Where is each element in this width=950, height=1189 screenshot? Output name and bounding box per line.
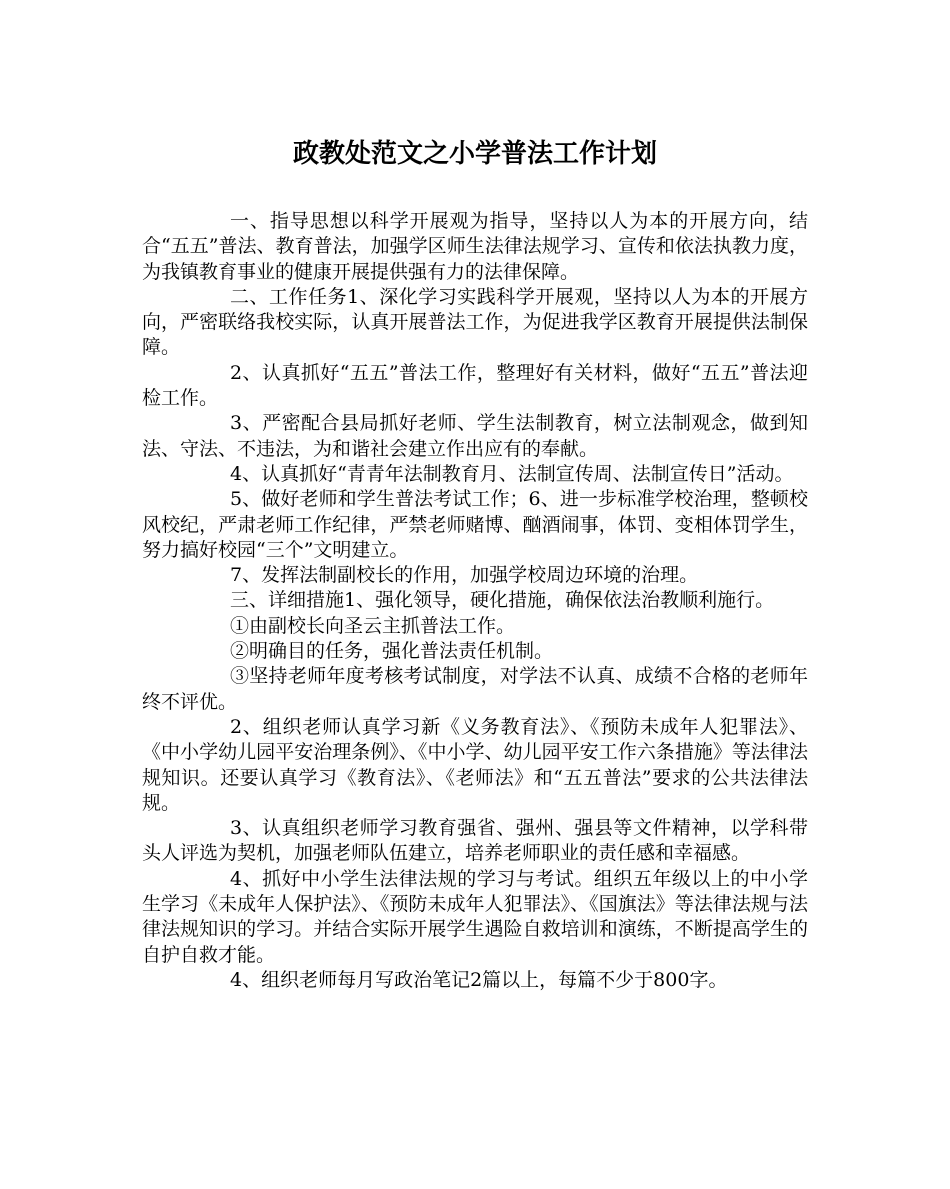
paragraph: 5、做好老师和学生普法考试工作；6、进一步标准学校治理，整顿校风校纪，严肃老师工作纪律，严禁老师赌博、酗酒闹事，体罚、变相体罚学生，努力搞好校园“三个”文明建立。 xyxy=(142,488,808,561)
paragraph: 二、工作任务1、深化学习实践科学开展观，坚持以人为本的开展方向，严密联络我校实际，认真开展普法工作，为促进我学区教育开展提供法制保障。 xyxy=(142,285,808,359)
paragraph: 4、组织老师每月写政治笔记2篇以上，每篇不少于800字。 xyxy=(230,968,728,991)
paragraph: 3、严密配合县局抓好老师、学生法制教育，树立法制观念，做到知法、守法、不违法，为和谐社会建立作出应有的奉献。 xyxy=(142,412,808,460)
document-title: 政教处范文之小学普法工作计划 xyxy=(292,139,657,169)
paragraph: 3、认真组织老师学习教育强省、强州、强县等文件精神，以学科带头人评选为契机，加强老师队伍建立，培养老师职业的责任感和幸福感。 xyxy=(142,817,808,865)
paragraph: 三、详细措施1、强化领导，硬化措施，确保依法治教顺利施行。 xyxy=(230,589,775,612)
paragraph: 4、抓好中小学生法律法规的学习与考试。组织五年级以上的中小学生学习《未成年人保护法》、《预防未成年人犯罪法》、《国旗法》等法律法规与法律法规知识的学习。并结合实际开展学生遇险自救培训和演练，不断提高学生的自护自救才能。 xyxy=(142,867,808,966)
paragraph: 一、指导思想以科学开展观为指导，坚持以人为本的开展方向，结合“五五”普法、教育普法，加强学区师生法律法规学习、宣传和依法执教力度，为我镇教育事业的健康开展提供强有力的法律保障。 xyxy=(142,210,808,283)
paragraph: 4、认真抓好“青青年法制教育月、法制宣传周、法制宣传日”活动。 xyxy=(230,462,794,485)
paragraph: ③坚持老师年度考核考试制度，对学法不认真、成绩不合格的老师年终不评优。 xyxy=(142,665,808,713)
document-body xyxy=(142,209,808,993)
paragraph: ②明确目的任务，强化普法责任机制。 xyxy=(230,640,554,663)
paragraph: 7、发挥法制副校长的作用，加强学校周边环境的治理。 xyxy=(230,564,699,587)
paragraph: ①由副校长向圣云主抓普法工作。 xyxy=(230,614,516,637)
paragraph: 2、认真抓好“五五”普法工作，整理好有关材料，做好“五五”普法迎检工作。 xyxy=(142,361,808,410)
paragraph: 2、组织老师认真学习新《义务教育法》、《预防未成年人犯罪法》、《中小学幼儿园平安治理条例》、《中小学、幼儿园平安工作六条措施》等法律法规知识。还要认真学习《教育法》、《老师法》和“五五普法”要求的公共法律法规。 xyxy=(142,715,808,814)
